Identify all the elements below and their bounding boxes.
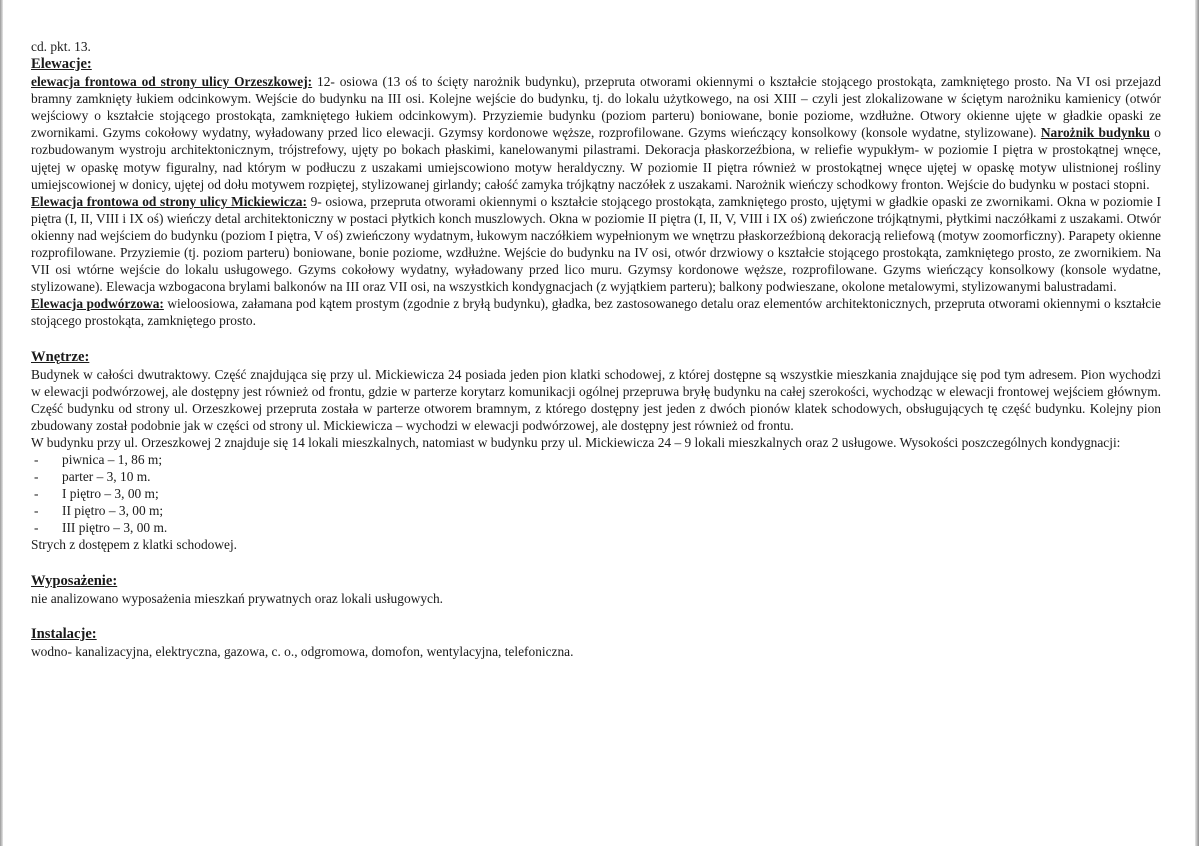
list-item [31,502,1161,519]
levels-list [31,451,1161,536]
section-heading-instalacje: Instalacje: [31,625,97,642]
subheading-elewacja-mickiewicza: Elewacja frontowa od strony ulicy Mickiewicza: [31,193,307,209]
text-elewacja-podworzowa: wieloosiowa, załamana pod kątem prostym (zgodnie z bryłą budynku), gładka, bez zastosowanego detalu oraz elementów architektonicznych, przepruta otworami okiennymi o kształcie stojącego prostokąta, zamkniętego prosto. [31,296,1161,329]
spacer [31,330,1161,348]
paragraph-wnetrze-1: Budynek w całości dwutraktowy. Część znajdująca się przy ul. Mickiewicza 24 posiada jeden pion klatki schodowej, z której dostępne są wszystkie mieszkania znajdujące się pod tym adresem. Pion wychodzi w elewacji podwórzowej, ale dostępny jest również od frontu, gdzie w parterze korytarz komunikacji ogólnej przepruwa bryłę budynku na całej szerokości, wychodząc w elewacji frontowej wejściem głównym. Część budynku od strony ul. Orzeszkowej przepruta została w parterze otworem bramnym, z którego dostępny jest jeden z dwóch pionów klatek schodowych, obsługujących tę część budynku. Kolejny pion zbudowany został podobnie jak w części od strony ul. Mickiewicza – wychodzi w elewacji podwórzowej, ale dostępny jest również od frontu. [31,366,1161,433]
list-item [31,468,1161,485]
dash-bullet: - [34,469,39,485]
paragraph-elewacja-podworzowa [31,295,1161,329]
section-heading-wyposazenie: Wyposażenie: [31,572,118,589]
list-item [31,451,1161,468]
text-elewacja-orzeszkowej-1: 12- osiowa (13 oś to ścięty narożnik budynku), przepruta otworami okiennymi o kształcie stojącego prostokąta, zamkniętego prosto. Na VI osi przejazd bramny zamknięty łukiem odcinkowym. Wejście do budynku na III osi. Kolejne wejście do budynku, tj. do lokalu użytkowego, na osi XIII – czyli jest zlokalizowane w ściętym narożniku kamienicy (otwór wejściowy o kształcie stojącego prostokąta, zamkniętego łukiem odcinkowym). Przyziemie budynku (poziom parteru) boniowane, bonie poziome, wzdłużne. Otwory okienne ujęte w gładkie opaski ze zwornikami. Gzyms cokołowy wydatny, wyładowany przed lico elewacji. Gzymsy kordonowe węższe, rozprofilowane. Gzyms wieńczący konsolkowy (konsole wydatne, stylizowane). [31,74,1161,141]
section-heading-elewacje: Elewacje: [31,56,92,73]
paragraph-elewacja-orzeszkowej [31,73,1161,193]
paragraph-strych: Strych z dostępem z klatki schodowej. [31,537,238,553]
text-elewacja-mickiewicza: 9- osiowa, przepruta otworami okiennymi o kształcie stojącego prostokąta, zamkniętego prosto, ujętymi w gładkie opaski ze zwornikami. Okna w poziomie I piętra (I, II, VIII i IX oś) wieńczy detal architektoniczny w postaci płytkich konch muszlowych. Okna w poziomie II piętra (I, II, V, VIII i IX oś) zwieńczone trójkątnymi, płytkimi naczółkami z uszakami. Otwór okienny nad wejściem do budynku (poziom I piętra, V oś) zwieńczony wydatnym, łukowym naczółkiem wypełnionym we wnętrzu płaskorzeźbioną dekoracją reliefową (motyw zoomorficzny). Parapety okienne rozprofilowane. Przyziemie (tj. poziom parteru) boniowane, bonie poziome, wzdłużne. Wejście do budynku na IV osi, otwór drzwiowy o kształcie stojącego prostokąta, zamkniętego prosto, ze zwornikiem. Na VII osi wtórne wejście do lokalu usługowego. Gzyms cokołowy wydatny, wyładowany przed lico muru. Gzymsy kordonowe węższe, rozprofilowane. Gzyms wieńczący konsolkowy (konsole wydatne, stylizowane). Elewacja wzbogacona brylami balkonów na III oraz VII osi, na wszystkich kondygnacjach (z wyjątkiem parteru); balkony podwieszane, okolone metalowymi, stylizowanymi balustradami. [31,193,1161,295]
scan-edge-right [1195,0,1199,846]
level-text: I piętro – 3, 00 m; [62,486,159,502]
list-item [31,485,1161,502]
level-text: II piętro – 3, 00 m; [62,503,164,519]
paragraph-wnetrze-2: W budynku przy ul. Orzeszkowej 2 znajduje się 14 lokali mieszkalnych, natomiast w budynku przy ul. Mickiewicza 24 – 9 lokali mieszkalnych oraz 2 usługowe. Wysokości poszczególnych kondygnacji: [31,434,1121,450]
dash-bullet: - [34,451,39,467]
paragraph-instalacje: wodno- kanalizacyjna, elektryczna, gazowa, c. o., odgromowa, domofon, wentylacyjna, telefoniczna. [31,643,574,659]
paragraph-wyposazenie: nie analizowano wyposażenia mieszkań prywatnych oraz lokali usługowych. [31,590,443,606]
subheading-elewacja-orzeszkowej: elewacja frontowa od strony ulicy Orzeszkowej: [31,74,313,90]
text-elewacja-orzeszkowej-2: o rozbudowanym wystroju architektonicznym, trójstrefowy, ujęty po bokach płaskimi, kanelowanymi pilastrami. Dekoracja płaskorzeźbiona, w reliefie wypukłym- w poziomie I piętra w prostokątnej wnęce, ujętej w opaskę motyw figuralny, nad którym w podłuczu z uszakami umiejscowiono motyw heraldyczny. W poziomie II piętra również w prostokątnej wnęce ujętej w opaskę motyw ulistnionej rośliny umiejscowionej w donicy, ujętej od dołu motywem rozpiętej, stylizowanej girlandy; całość zamyka trójkątny naczółek z uszakami. Narożnik wieńczy schodkowy fronton. Wejście do budynku w postaci stopni. [31,125,1161,192]
spacer [31,607,1161,625]
dash-bullet: - [34,486,39,502]
dash-bullet: - [34,503,39,519]
scan-edge-left [0,0,3,846]
dash-bullet: - [34,520,39,536]
subheading-naroznik: Narożnik budynku [1040,125,1150,141]
list-item [31,519,1161,536]
document-page [31,38,1161,660]
level-text: piwnica – 1, 86 m; [62,451,163,467]
level-text: III piętro – 3, 00 m. [62,520,168,536]
level-text: parter – 3, 10 m. [62,469,151,485]
continuation-label: cd. pkt. 13. [31,39,91,54]
subheading-elewacja-podworzowa: Elewacja podwórzowa: [31,296,164,312]
paragraph-elewacja-mickiewicza [31,193,1161,296]
section-heading-wnetrze: Wnętrze: [31,348,90,365]
spacer [31,554,1161,572]
